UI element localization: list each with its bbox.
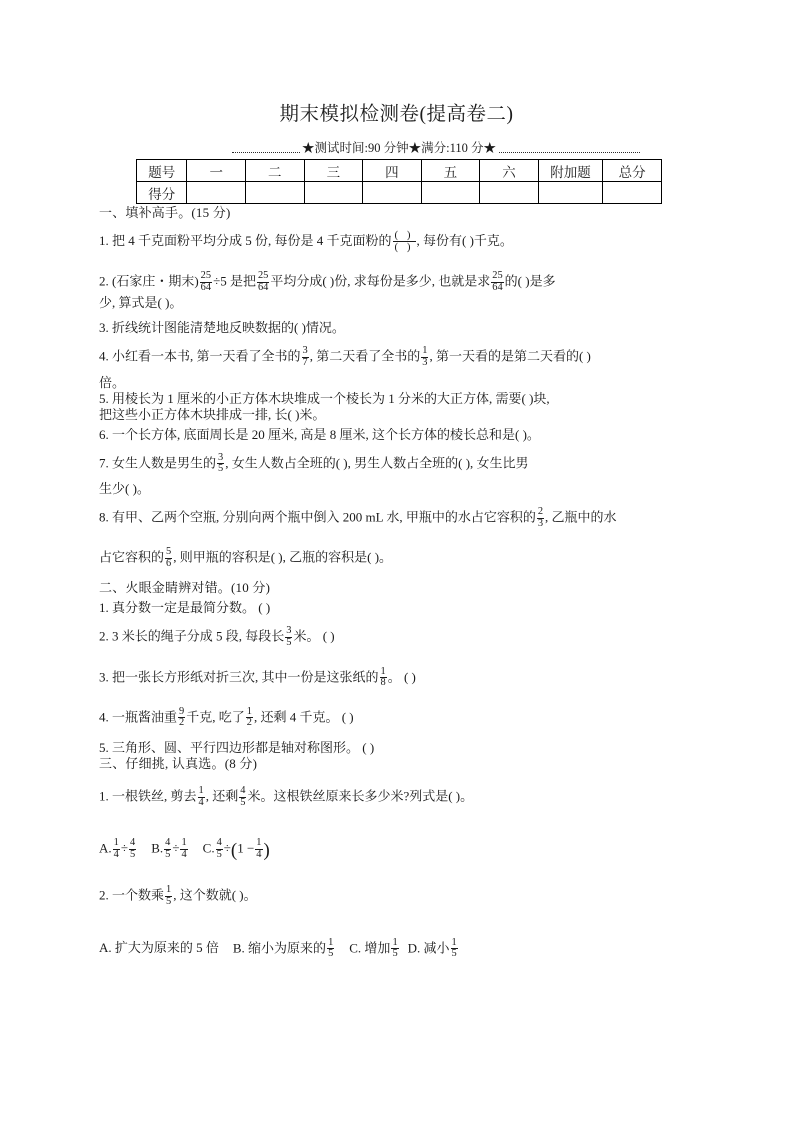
col-header-total: 总分 [603, 160, 662, 182]
exam-info-text: ★测试时间:90 分钟★满分:110 分★ [302, 141, 496, 155]
q8-text-b: , 乙瓶中的水 [545, 509, 617, 525]
s2-q4-fraction-1: $\frac{9}{2}$ [179, 705, 185, 729]
s2-q4-text-b: 千克, 吃了 [186, 709, 245, 725]
s3-q2-text-b: , 这个数就( )。 [173, 887, 257, 903]
section-two-q3 [99, 667, 699, 689]
page-title: 期末模拟检测卷(提高卷二) [279, 104, 514, 125]
open-paren-icon: ( [230, 839, 238, 861]
section-two-q4 [99, 707, 699, 729]
s3-q2-option-a[interactable] [99, 941, 219, 954]
s3-q1-option-a-label: A. [99, 840, 112, 856]
s2-q3-text-b: 。 ( ) [387, 668, 416, 684]
q8-text-d: , 则甲瓶的容积是( ), 乙瓶的容积是( )。 [173, 549, 393, 565]
s3-q1-option-b-fraction-1: $\frac{4}{5}$ [165, 837, 171, 860]
row-label-question-no: 题号 [137, 160, 187, 182]
q2-fraction-3: $\frac{25}{64}$ [492, 270, 503, 293]
s3-q1-option-b-operator: ÷ [172, 840, 180, 856]
s3-q2-option-c[interactable] [349, 938, 399, 960]
s3-q1-option-a-fraction-1: $\frac{1}{4}$ [113, 837, 119, 860]
section-two-q2 [99, 626, 699, 648]
q1-tail: , 每份有( )千克。 [416, 233, 513, 249]
section-three-q2-options [99, 938, 699, 960]
s2-q2-text-a: 2. 3 米长的绳子分成 5 段, 每段长 [99, 628, 285, 644]
s3-q1-option-b-fraction-2: $\frac{1}{4}$ [181, 837, 187, 860]
q4-text-a: 4. 小红看一本书, 第一天看了全书的 [99, 348, 301, 364]
section-one-q3 [99, 321, 699, 334]
q5-line1: 5. 用棱长为 1 厘米的小正方体木块堆成一个棱长为 1 分米的大正方体, 需要( )块, [99, 390, 550, 406]
table-row-header [137, 160, 662, 182]
section-three-q1-options [99, 838, 699, 860]
q4-text-b: , 第二天看了全书的 [309, 348, 421, 364]
s3-q1-fraction-1: $\frac{1}{4}$ [198, 785, 204, 808]
s3-q2-option-b[interactable] [233, 938, 335, 960]
section-three-heading: 三、仔细挑, 认真选。(8 分) [99, 756, 258, 771]
score-cell-6[interactable] [480, 182, 539, 204]
s3-q1-option-c-operator: ÷ [223, 840, 231, 856]
q4-fraction-1: $\frac{3}{7}$ [302, 345, 308, 369]
q2-text-c: 平均分成( )份, 求每份是多少, 也就是求 [270, 273, 491, 289]
s3-q1-option-a-fraction-2: $\frac{4}{5}$ [129, 837, 136, 860]
s3-q1-fraction-2: $\frac{4}{5}$ [240, 785, 246, 808]
score-table [136, 159, 662, 204]
q7-text-a: 7. 女生人数是男生的 [99, 454, 217, 470]
q2-line2: 少, 算式是( )。 [99, 295, 183, 311]
s3-q2-option-b-fraction: $\frac{1}{5}$ [328, 936, 334, 960]
q2-fraction-2: $\frac{25}{64}$ [257, 270, 269, 293]
s3-q2-option-d[interactable] [408, 938, 459, 960]
section-two-q5 [99, 741, 699, 754]
section-three-q2 [99, 885, 699, 907]
q6-text: 6. 一个长方体, 底面周长是 20 厘米, 高是 8 厘米, 这个长方体的棱长总和是( )。 [99, 426, 540, 442]
q8-text-c: 占它容积的 [99, 549, 165, 565]
q2-fraction-1: $\frac{25}{64}$ [200, 270, 212, 293]
s3-q2-option-b-text: B. 缩小为原来的 [232, 939, 327, 955]
s2-q4-text-c: , 还剩 4 千克。 ( ) [253, 709, 354, 725]
col-header-5: 五 [421, 160, 480, 182]
s3-q1-option-c-fraction-1: $\frac{4}{5}$ [216, 837, 222, 860]
q4-line2: 倍。 [99, 374, 126, 390]
q1-answer-fraction: $\frac{( )}{( )}$ [394, 229, 414, 254]
exam-body [99, 206, 699, 960]
section-one-q1 [99, 230, 699, 253]
s2-q3-text-a: 3. 把一张长方形纸对折三次, 其中一份是这张纸的 [99, 668, 379, 684]
exam-info-line [136, 138, 662, 158]
score-cell-1[interactable] [187, 182, 246, 204]
col-header-extra: 附加题 [538, 160, 603, 182]
q4-fraction-2: $\frac{1}{3}$ [422, 345, 428, 369]
q8-text-a: 8. 有甲、乙两个空瓶, 分别向两个瓶中倒入 200 mL 水, 甲瓶中的水占它容积的 [99, 509, 536, 525]
s3-q1-text-c: 米。这根铁丝原来长多少米?列式是( )。 [247, 788, 474, 804]
s3-q1-option-c-inner: 1 − [237, 840, 255, 856]
s3-q1-option-b[interactable] [151, 838, 188, 860]
col-header-2: 二 [246, 160, 305, 182]
section-one-q8 [99, 507, 699, 569]
q7-line2: 生少( )。 [99, 480, 150, 496]
s3-q1-option-a[interactable] [99, 838, 137, 860]
s3-q1-text-a: 1. 一根铁丝, 剪去 [99, 788, 197, 804]
q7-fraction-1: $\frac{3}{5}$ [218, 451, 224, 475]
section-one-heading: 一、填补高手。(15 分) [99, 205, 231, 220]
s2-q1-text: 1. 真分数一定是最简分数。 ( ) [99, 600, 271, 616]
q2-text-d: 的( )是多 [504, 273, 556, 289]
score-cell-2[interactable] [246, 182, 305, 204]
exam-info-text-row [136, 138, 662, 156]
s2-q2-fraction: $\frac{3}{5}$ [286, 625, 292, 648]
score-cell-extra[interactable] [538, 182, 603, 204]
s3-q1-text-b: , 还剩 [205, 788, 239, 804]
q3-text: 3. 折线统计图能清楚地反映数据的( )情况。 [99, 320, 345, 336]
section-two-q1 [99, 601, 699, 614]
q4-text-c: , 第一天看的是第二天看的( ) [429, 348, 591, 364]
section-one-q7 [99, 453, 699, 495]
s3-q2-text-a: 2. 一个数乘 [99, 887, 165, 903]
section-one-q2 [99, 271, 699, 309]
row-label-score: 得分 [137, 182, 187, 204]
q1-lead: 1. 把 4 千克面粉平均分成 5 份, 每份是 4 千克面粉的 [99, 233, 392, 249]
col-header-1: 一 [187, 160, 246, 182]
s3-q1-option-c-fraction-2: $\frac{1}{4}$ [256, 837, 262, 860]
score-cell-4[interactable] [363, 182, 422, 204]
section-one-q5 [99, 392, 699, 421]
s3-q1-option-a-operator: ÷ [120, 840, 128, 856]
s3-q1-option-c-label: C. [202, 840, 215, 856]
q8-fraction-1: $\frac{2}{3}$ [537, 505, 544, 529]
s3-q2-option-a-text: A. 扩大为原来的 5 倍 [99, 939, 219, 955]
s3-q2-fraction: $\frac{1}{5}$ [166, 884, 172, 908]
q7-text-b: , 女生人数占全班的( ), 男生人数占全班的( ), 女生比男 [225, 454, 529, 470]
s3-q2-option-c-text: C. 增加 [349, 939, 391, 955]
table-row-score [137, 182, 662, 204]
s3-q2-option-d-fraction: $\frac{1}{5}$ [451, 936, 457, 960]
col-header-6: 六 [480, 160, 539, 182]
col-header-3: 三 [304, 160, 363, 182]
s3-q1-option-b-label: B. [151, 840, 164, 856]
s3-q2-option-c-fraction: $\frac{1}{5}$ [392, 936, 398, 960]
score-cell-3[interactable] [304, 182, 363, 204]
section-one-q4 [99, 346, 699, 388]
s3-q1-option-c[interactable] [203, 838, 270, 860]
score-cell-total[interactable] [603, 182, 662, 204]
col-header-4: 四 [363, 160, 422, 182]
q5-line2: 把这些小正方体木块排成一排, 长( )米。 [99, 406, 326, 422]
s2-q3-fraction: $\frac{1}{8}$ [380, 665, 386, 689]
close-paren-icon: ) [263, 839, 270, 861]
s3-q2-option-d-text: D. 减小 [407, 939, 450, 955]
s2-q4-fraction-2: $\frac{1}{2}$ [246, 705, 252, 729]
s2-q5-text: 5. 三角形、圆、平行四边形都是轴对称图形。 ( ) [99, 740, 375, 755]
section-one-q6 [99, 428, 699, 441]
q2-lead: 2. (石家庄・期末) [99, 273, 199, 289]
q2-text-b: ÷5 是把 [213, 273, 256, 289]
s2-q4-text-a: 4. 一瓶酱油重 [99, 709, 178, 725]
score-cell-5[interactable] [421, 182, 480, 204]
q8-fraction-2: $\frac{5}{6}$ [166, 546, 172, 569]
section-three-q1 [99, 786, 699, 808]
section-two-heading: 二、火眼金睛辨对错。(10 分) [99, 580, 271, 596]
s2-q2-text-b: 米。 ( ) [293, 628, 335, 644]
